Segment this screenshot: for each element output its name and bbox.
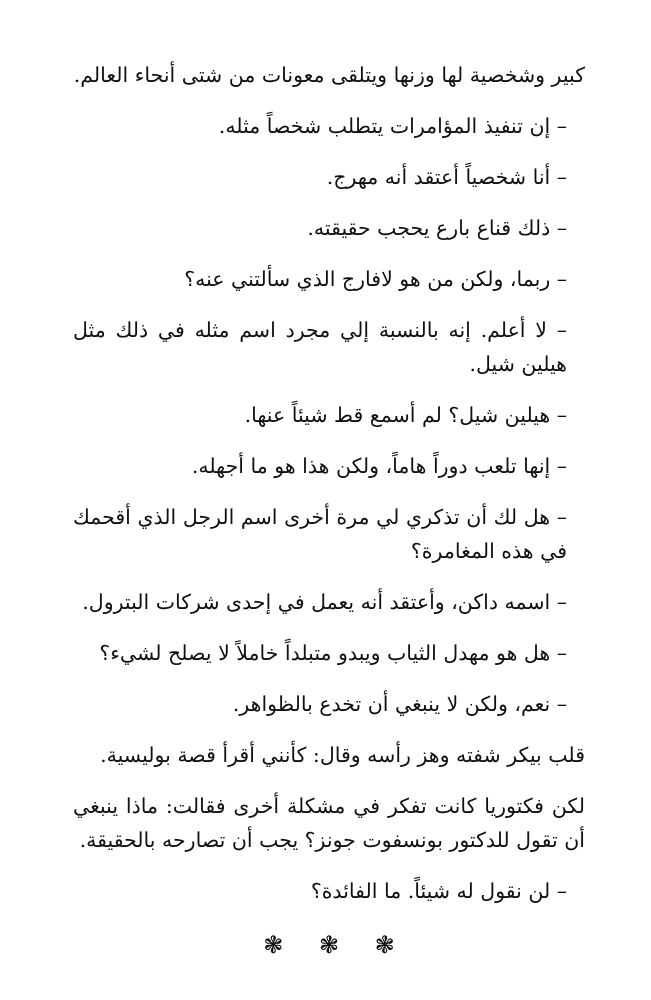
- paragraph-narration: لكن فكتوريا كانت تفكر في مشكلة أخرى فقالت: ماذا ينبغي أن تقول للدكتور بونسفوت جونز؟ يجب أن تصارحه بالحقيقة.: [73, 794, 585, 852]
- dialog-line: – لا أعلم. إنه بالنسبة إلي مجرد اسم مثله في ذلك مثل هيلين شيل.: [73, 318, 567, 376]
- dialog-line: – اسمه داكن، وأعتقد أنه يعمل في إحدى شركات البترول.: [82, 590, 567, 614]
- dialog-line: – إنها تلعب دوراً هاماً، ولكن هذا هو ما أجهله.: [191, 454, 567, 478]
- dialog-line: – ذلك قناع بارع يحجب حقيقته.: [307, 216, 567, 240]
- dialog-line: – هيلين شيل؟ لم أسمع قط شيئاً عنها.: [244, 403, 567, 427]
- dialog-line: – هل هو مهدل الثياب ويبدو متبلداً خاملاً لا يصلح لشيء؟: [99, 641, 567, 665]
- paragraph-narration: قلب بيكر شفته وهز رأسه وقال: كأنني أقرأ قصة بوليسية.: [100, 743, 585, 767]
- dialog-line: – نعم، ولكن لا ينبغي أن تخدع بالظواهر.: [232, 692, 567, 716]
- dialog-line: – هل لك أن تذكري لي مرة أخرى اسم الرجل الذي أقحمك في هذه المغامرة؟: [73, 505, 567, 563]
- paragraph-narration: كبير وشخصية لها وزنها ويتلقى معونات من شتى أنحاء العالم.: [73, 63, 585, 87]
- dialog-line: – لن نقول له شيئاً. ما الفائدة؟: [310, 879, 567, 903]
- dialog-line: – إن تنفيذ المؤامرات يتطلب شخصاً مثله.: [218, 114, 567, 138]
- dialog-line: – أنا شخصياً أعتقد أنه مهرج.: [326, 165, 567, 189]
- book-page: [73, 58, 585, 962]
- dialog-line: – ربما، ولكن من هو لافارج الذي سألتني عنه؟: [184, 267, 567, 291]
- section-separator: ❃ ❃ ❃: [263, 931, 409, 959]
